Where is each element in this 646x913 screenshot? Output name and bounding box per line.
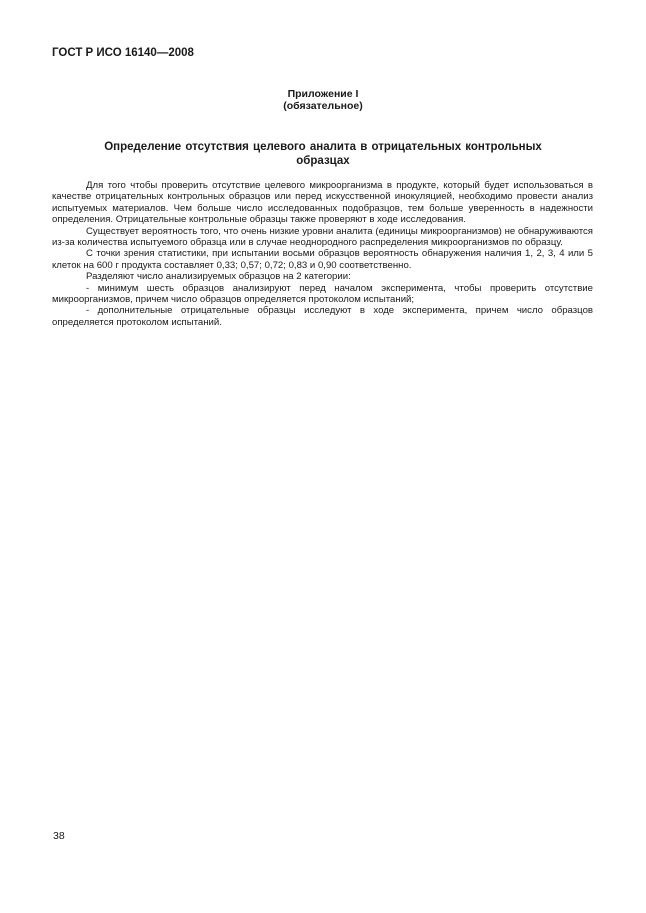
annex-status: (обязательное) bbox=[283, 100, 363, 112]
list-item: - дополнительные отрицательные образцы исследуют в ходе эксперимента, причем число образцов определяется протоколом испытаний. bbox=[52, 305, 593, 328]
paragraph: Разделяют число анализируемых образцов на 2 категории: bbox=[86, 271, 351, 283]
paragraph: Для того чтобы проверить отсутствие целевого микроорганизма в продукте, который будет использоваться в качестве отрицательных контрольных образцов или перед искусственной инокуляцией, необходимо провести анализ испытуемых материалов. Чем больше число исследованных подобразцов, тем больше уверенность в надежности определения. Отрицательные контрольные образцы также проверяют в ходе исследования. bbox=[52, 180, 593, 226]
section-title: Определение отсутствия целевого аналита в отрицательных контрольных образцах bbox=[104, 141, 542, 167]
body-text bbox=[52, 180, 593, 328]
paragraph: С точки зрения статистики, при испытании восьми образцов вероятность обнаружения наличия 1, 2, 3, 4 или 5 клеток на 600 г продукта составляет 0,33; 0,57; 0,72; 0,83 и 0,90 соответственно. bbox=[52, 248, 593, 271]
page-number: 38 bbox=[53, 830, 65, 842]
paragraph: Существует вероятность того, что очень низкие уровни аналита (единицы микроорганизмов) не обнаруживаются из-за количества испытуемого образца или в случае неоднородного распределения микроорганизмов по образцу. bbox=[52, 225, 593, 249]
document-header: ГОСТ Р ИСО 16140—2008 bbox=[52, 47, 194, 59]
list-item: - минимум шесть образцов анализируют перед началом эксперимента, чтобы проверить отсутствие микроорганизмов, причем число образцов определяется протоколом испытаний; bbox=[52, 282, 593, 306]
annex-title: Приложение I bbox=[287, 88, 359, 100]
